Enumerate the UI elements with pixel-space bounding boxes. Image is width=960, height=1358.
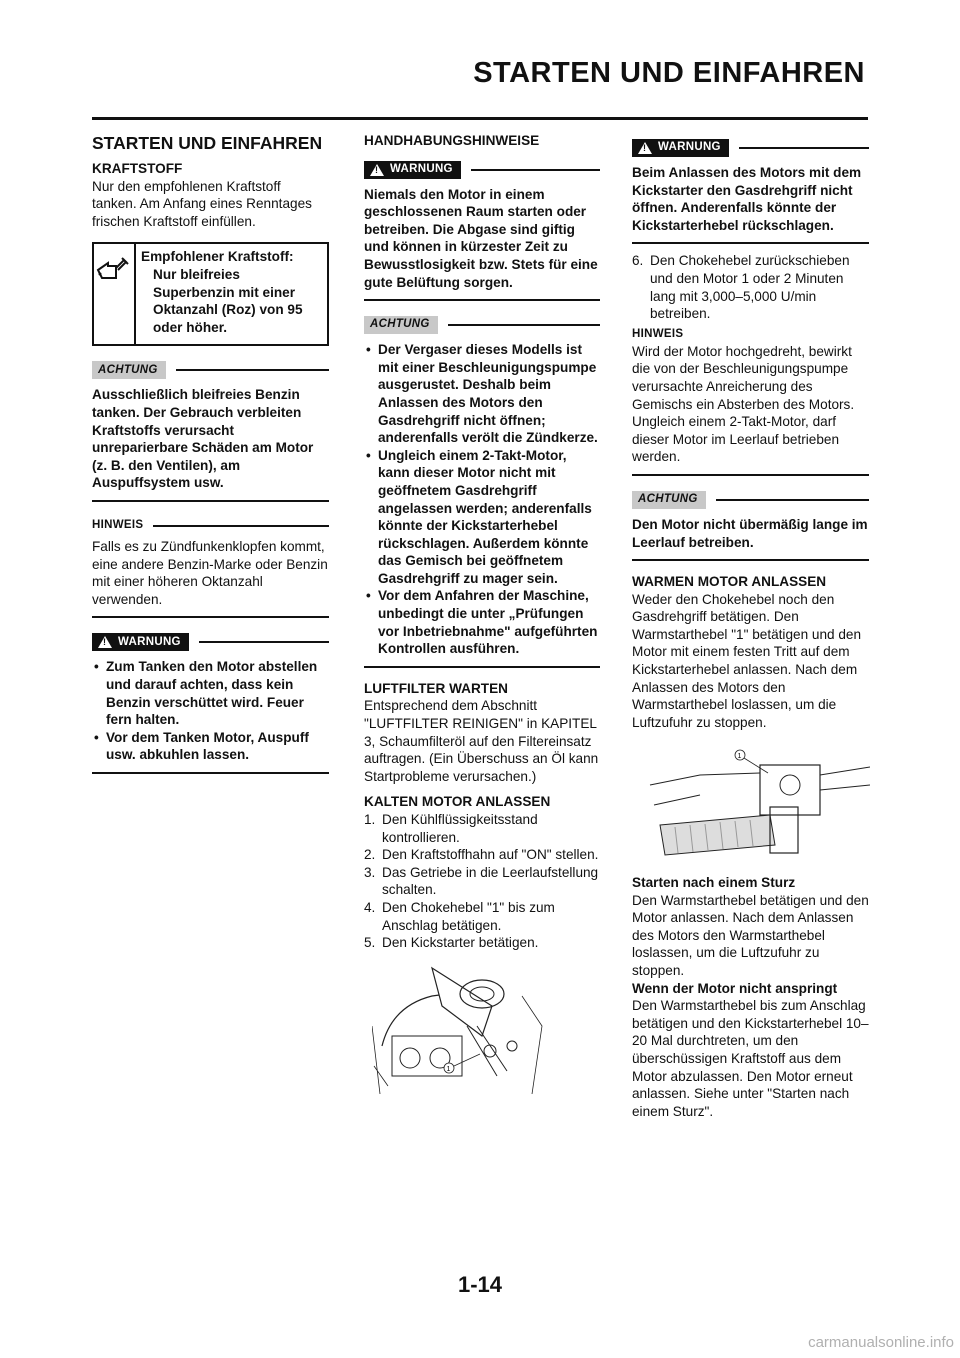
warning-icon <box>370 164 384 176</box>
list-item: 6. Den Chokehebel zurückschieben und den Motor 1 oder 2 Minuten lang mit 3,000–5,000 U/min betreiben. <box>632 253 850 322</box>
achtung-notice <box>364 315 600 668</box>
page-header-title: STARTEN UND EINFAHREN <box>473 57 865 89</box>
hinweis-label: HINWEIS <box>92 519 144 532</box>
fuel-spec-title: Empfohlener Kraftstoff: <box>141 249 294 265</box>
cold-start-heading: KALTEN MOTOR ANLASSEN <box>364 794 551 810</box>
fuel-pump-icon <box>94 244 136 344</box>
fuel-heading: KRAFTSTOFF <box>92 161 183 176</box>
warnung-label: WARNUNG <box>390 162 453 175</box>
warnung-label: WARNUNG <box>658 141 721 154</box>
figure-callout: 1 <box>737 753 742 761</box>
warning-icon <box>638 142 652 154</box>
page-number: 1-14 <box>457 1272 503 1297</box>
warm-start-text: Weder den Chokehebel noch den Gasdrehgriff betätigen. Den Warmstarthebel "1" betätigen und den Motor mit einem festen Tritt auf dem Kickstarterhebel anlassen. Nach dem Anlassen des Motors den Warmstarthebel loslassen, um die Luftzufuhr zu stoppen. <box>632 591 862 730</box>
cold-start-steps <box>364 811 600 952</box>
list-item: 3. Das Getriebe in die Leerlaufstellung schalten. <box>364 864 599 898</box>
figure-callout: 1 <box>446 1065 451 1073</box>
fall-start-heading: Starten nach einem Sturz <box>632 875 796 891</box>
watermark: carmanualsonline.info <box>808 1334 954 1352</box>
hinweis-label: HINWEIS <box>632 327 684 340</box>
section-title: STARTEN UND EINFAHREN <box>92 133 323 153</box>
warm-start-heading: WARMEN MOTOR ANLASSEN <box>632 574 827 590</box>
list-item: • Der Vergaser dieses Modells ist mit einer Beschleunigungspumpe ausgerustet. Deshalb beim Anlassen des Motors den Gasdrehgriff nicht öffnen; anderenfalls verölt die Zündkerze. <box>364 341 600 447</box>
warnung-tag <box>632 139 729 157</box>
column-1 <box>92 128 329 774</box>
warnung-text: Beim Anlassen des Motors mit dem Kickstarter den Gasdrehgriff nicht öffnen. Anderenfalls könnte der Kickstarterhebel rückschlagen. <box>632 164 869 244</box>
airfilter-heading: LUFTFILTER WARTEN <box>364 680 508 696</box>
achtung-text: Den Motor nicht übermäßig lange im Leerlauf betreiben. <box>632 516 869 561</box>
handlebar-figure <box>640 745 869 868</box>
list-item: 4. Den Chokehebel "1" bis zum Anschlag betätigen. <box>364 899 555 933</box>
hinweis-text: Falls es zu Zündfunkenklopfen kommt, eine andere Benzin-Marke oder Benzin mit einer höheren Oktanzahl verwenden. <box>92 538 329 618</box>
warnung-tag <box>364 161 461 179</box>
hinweis-text: Wird der Motor hochgedreht, bewirkt die von der Beschleunigungspumpe verursachte Anreicherung des Gemischs ein Absterben des Motors. Ungleich einem 2-Takt-Motor, darf dieser Motor im Leerlauf betrieben werden. <box>632 343 869 476</box>
achtung-label: ACHTUNG <box>632 491 706 509</box>
column-3 <box>632 128 869 1120</box>
warnung-notice <box>92 632 329 774</box>
achtung-text: Ausschließlich bleifreies Benzin tanken. Der Gebrauch verbleiten Kraftstoffs verursacht unreparierbare Schäden am Motor (z. B. den Ventilen), am Auspuffsystem usw. <box>92 386 329 502</box>
warnung-tag <box>92 633 189 651</box>
warnung-notice <box>632 138 869 244</box>
warning-icon <box>98 636 112 648</box>
list-item: • Vor dem Anfahren der Maschine, unbedingt die unter „Prüfungen vor Inbetriebnahme" aufgeführten Kontrollen ausführen. <box>364 587 600 657</box>
handling-heading: HANDHABUNGSHINWEISE <box>364 133 540 148</box>
list-item: 1. Den Kühlflüssigkeitsstand kontrollieren. <box>364 812 538 845</box>
fuel-spec-value: Nur bleifreies Superbenzin mit einer Oktanzahl (Roz) von 95 oder höher. <box>153 266 303 335</box>
header-rule <box>92 117 868 120</box>
airfilter-text: Entsprechend dem Abschnitt "LUFTFILTER REINIGEN" in KAPITEL 3, Schaumfilteröl auf den Filtereinsatz auftragen. (Ein Überschuss an Öl kann Startprobleme verursachen.) <box>364 698 599 784</box>
achtung-label: ACHTUNG <box>92 361 166 379</box>
column-2 <box>364 128 600 1098</box>
warnung-notice <box>364 160 600 302</box>
fuel-text: Nur den empfohlenen Kraftstoff tanken. Am Anfang eines Renntages frischen Kraftstoff einfüllen. <box>92 178 312 229</box>
engine-choke-figure <box>372 966 600 1099</box>
achtung-notice <box>632 490 869 561</box>
list-item: • Ungleich einem 2-Takt-Motor, kann dieser Motor nicht mit geöffnetem Gasdrehgriff angelassen werden; anderenfalls könnte der Kickstarterhebel rückschlagen. Außerdem könnte das Gemisch bei geöffnetem Gasdrehgriff zu mager sein. <box>364 447 600 588</box>
list-item: • Vor dem Tanken Motor, Auspuff usw. abkuhlen lassen. <box>92 729 329 764</box>
no-start-heading: Wenn der Motor nicht anspringt <box>632 980 838 996</box>
hinweis-notice <box>632 327 869 476</box>
fall-start-text: Den Warmstarthebel betätigen und den Motor anlassen. Nach dem Anlassen des Motors den Warmstarthebel loslassen, um die Luftzufuhr zu stoppen. <box>632 892 869 978</box>
cold-start-steps-continued <box>632 252 869 322</box>
hinweis-notice <box>92 516 329 618</box>
warnung-label: WARNUNG <box>118 635 181 648</box>
list-item: 5. Den Kickstarter betätigen. <box>364 935 539 951</box>
achtung-label: ACHTUNG <box>364 316 438 334</box>
no-start-text: Den Warmstarthebel bis zum Anschlag betätigen und den Kickstarterhebel 10–20 Mal durchtreten, um den überschüssigen Kraftstoff aus dem Motor abzulassen. Den Motor erneut anlassen. Siehe unter "Starten nach einem Sturz". <box>632 998 869 1119</box>
warnung-text: Niemals den Motor in einem geschlossenen Raum starten oder betreiben. Die Abgase sind giftig und können in kürzester Zeit zu Bewusstlosigkeit bzw. Stets für eine gute Belüftung sorgen. <box>364 186 600 302</box>
list-item: 2. Den Kraftstoffhahn auf "ON" stellen. <box>364 847 599 863</box>
fuel-spec-box <box>92 242 329 346</box>
list-item: • Zum Tanken den Motor abstellen und darauf achten, dass kein Benzin verschüttet wird. Feuer fern halten. <box>92 658 329 728</box>
achtung-notice <box>92 360 329 502</box>
